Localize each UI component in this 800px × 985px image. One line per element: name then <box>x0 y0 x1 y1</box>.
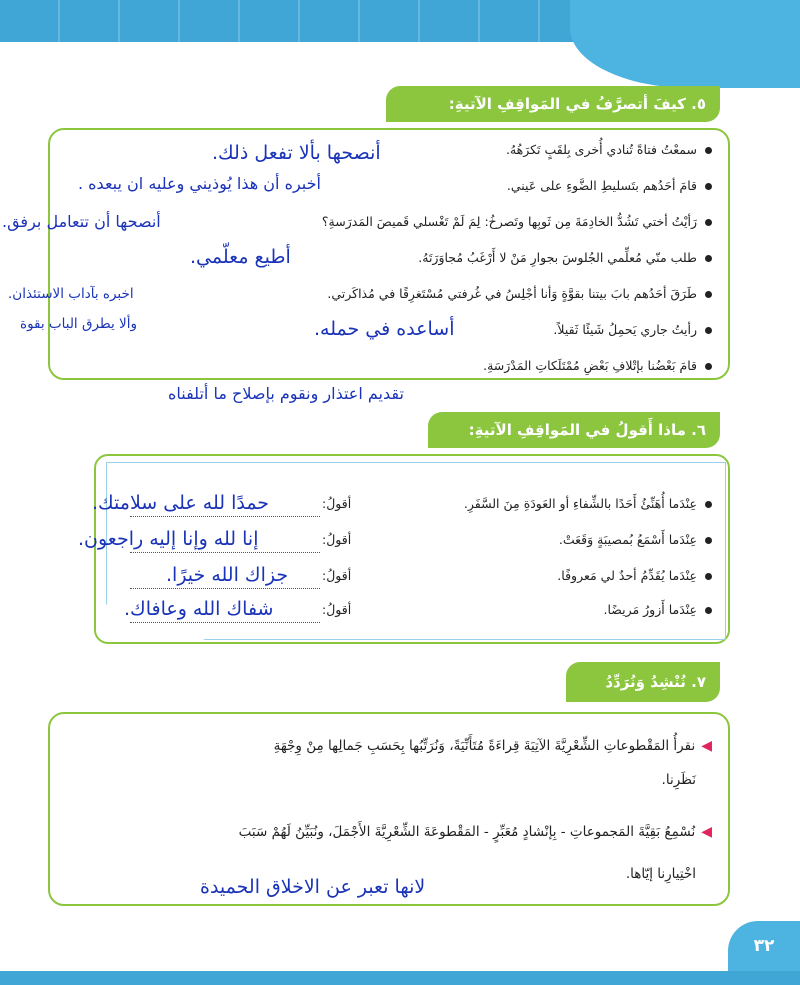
s6-item-4: عِنْدَما أَزورُ مَريضًا. <box>603 602 712 617</box>
s5-answer-3: أنصحها أن تتعامل برفق. <box>2 212 161 231</box>
arrow-icon: ◀ <box>701 824 712 840</box>
s6-item-3: عِنْدَما يُقَدِّمُ أحدٌ لي مَعروفًا. <box>557 568 712 583</box>
s7-p2-line1: ◀نُسْمِعُ بَقِيَّةَ المَجموعاتِ - بِإنْشادٍ مُعَبِّرٍ - المَقْطوعَةَ الشِّعْرِيَّةَ الأَجْمَلَ، ونُبَيِّنُ لَهُمْ سَبَبَ <box>238 824 712 840</box>
s6-answer-2: إنا لله وإنا إليه راجعون. <box>78 528 259 550</box>
s6-say-4: أقولُ: <box>322 602 352 617</box>
s7-p1-line1: ◀نقرأُ المَقْطوعاتِ الشِّعْرِيَّةَ الآتِيَةَ قِراءَةً مُتَأَنِّيَةً، وَنُرَتِّبُها بِحَسَبِ جَمالِها مِنْ وِجْهَةِ <box>273 738 712 754</box>
s5-answer-7: تقديم اعتذار ونقوم بإصلاح ما أتلفناه <box>168 384 404 403</box>
s6-dots-3 <box>130 588 320 589</box>
s5-item-5: طَرَقَ أحَدُهم بابَ بيتنا بقوَّةٍ وَأنا أجْلِسُ في غُرفتي مُسْتَغرِقًا في مُذاكَرتي. <box>327 286 712 301</box>
s6-item-1: عِنْدَما أُهَنِّئُ أَحَدًا بالشِّفاءِ أو العَودَةِ مِنَ السَّفَرِ. <box>464 496 712 511</box>
s7-answer: لانها تعبر عن الاخلاق الحميدة <box>200 876 426 898</box>
s5-answer-6: أساعده في حمله. <box>314 318 455 340</box>
s5-item-4: طلب منّي مُعلِّمي الجُلوسَ بجوارِ مَنْ لا أَرْغَبُ مُجاوَرَتَهُ. <box>418 250 712 265</box>
s5-item-6: رأيتُ جاري يَحمِلُ شَيئًا ثَقيلاً. <box>553 322 712 337</box>
bullet-icon <box>705 607 712 614</box>
s5-answer-1: أنصحها بألا تفعل ذلك. <box>212 142 381 164</box>
s5-answer-4: أطيع معلّمي. <box>190 246 291 268</box>
page-number: ٣٢ <box>753 936 775 956</box>
bullet-icon <box>705 183 712 190</box>
s5-item-7: قامَ بَعْضُنا بإتْلافِ بَعْضِ مُمْتَلَكاتِ المَدْرَسَةِ. <box>483 358 712 373</box>
s5-answer-5: اخبره بآداب الاستئذان. <box>8 286 134 302</box>
bullet-icon <box>705 147 712 154</box>
s6-say-2: أقولُ: <box>322 532 352 547</box>
s6-say-1: أقولُ: <box>322 496 352 511</box>
section5-title: ٥. كيفَ أتصرَّفُ في المَواقِفِ الآتيةِ: <box>386 86 720 122</box>
s6-say-3: أقولُ: <box>322 568 352 583</box>
bullet-icon <box>705 363 712 370</box>
bullet-icon <box>705 255 712 262</box>
s5-item-2: قامَ أحَدُهم بتَسليطِ الضَّوءِ على عَيني. <box>507 178 712 193</box>
s5-item-1: سمعْتُ فتاةً تُنادي أُخرى بِلقَبٍ تَكرَهُهُ. <box>506 142 712 157</box>
bullet-icon <box>705 219 712 226</box>
s6-answer-4: شفاك الله وعافاك. <box>124 598 274 620</box>
bullet-icon <box>705 327 712 334</box>
arrow-icon: ◀ <box>701 738 712 754</box>
s7-p1-line2: نَظَرِنا. <box>661 772 696 788</box>
s5-item-3: رَأيْتُ أختي تَشُدُّ الخادِمَةَ مِن ثَوبِها وتَصرخُ: لِمَ لَمْ تَغْسلي قَميصَ المَدرَسةِ؟ <box>322 214 712 229</box>
s6-item-2: عِنْدَما أَسْمَعُ بُمصيبَةٍ وَقَعَتْ. <box>559 532 712 547</box>
top-wave <box>570 0 800 88</box>
s6-dots-1 <box>130 516 320 517</box>
bottom-band <box>0 971 800 985</box>
s5-answer-5b: وألا يطرق الباب بقوة <box>20 316 137 332</box>
section6-title: ٦. ماذا أَقولُ في المَواقِفِ الآتيةِ: <box>428 412 720 448</box>
bullet-icon <box>705 291 712 298</box>
bullet-icon <box>705 537 712 544</box>
s6-dots-4 <box>130 622 320 623</box>
s7-p2-line2: اخْتِيارِنا إيّاها. <box>625 866 696 882</box>
s6-dots-2 <box>130 552 320 553</box>
section7-title: ٧. نُنْشِدُ وَنُرَدِّدُ <box>566 662 720 702</box>
bullet-icon <box>705 573 712 580</box>
s6-answer-1: حمدًا لله على سلامتك. <box>92 492 270 514</box>
page-number-tab <box>728 921 800 971</box>
s5-answer-2: أخبره أن هذا يُوذيني وعليه ان يبعده . <box>78 174 321 193</box>
s6-answer-3: جزاك الله خيرًا. <box>166 564 289 586</box>
bullet-icon <box>705 501 712 508</box>
